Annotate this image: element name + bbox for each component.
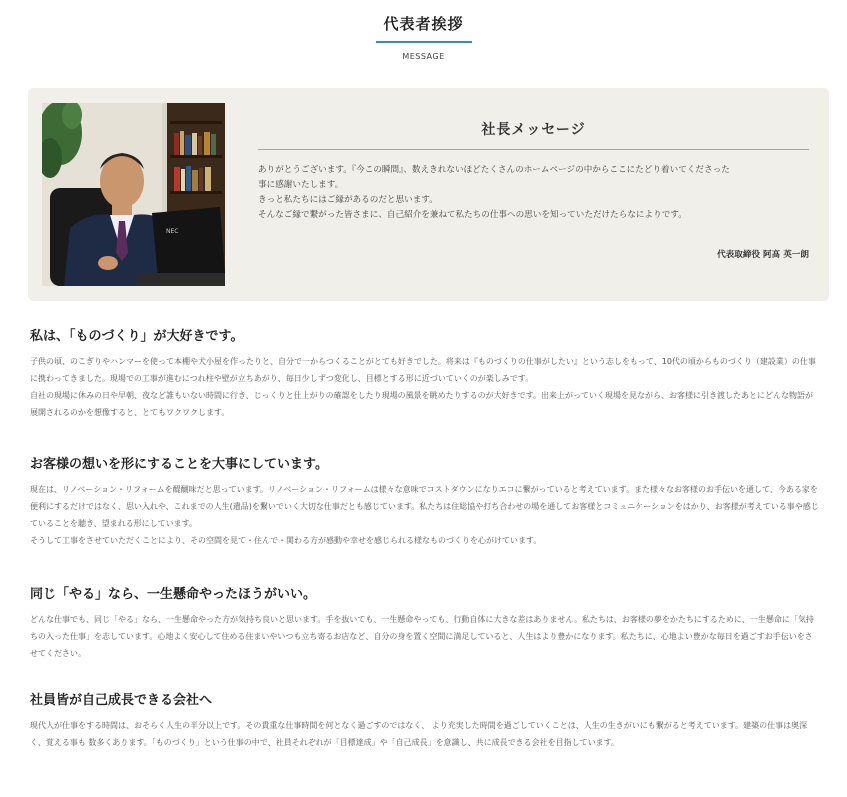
message-card	[28, 88, 829, 301]
signature: 代表取締役 阿髙 英一朗	[717, 250, 809, 260]
section-text: 現代人が仕事をする時間は、おそらく人生の半分以上です。その貴重な仕事時間を何となく過ごすのではなく、 より充実した時間を過ごしていくことは、人生の生きがいにも繋がると考えています。建築の仕事は奥深く、覚える事も 数多くあります。「ものづくり」という仕事の中で、社員それぞれが「目標達成」や「自己成長」を意識し、共に成長できる会社を目指しています。	[30, 721, 808, 747]
page-subtitle: MESSAGE	[402, 52, 445, 61]
title-underline	[376, 41, 472, 43]
section-title: お客様の想いを形にすることを大事にしています。	[30, 457, 328, 472]
section-text: 子供の頃、のこぎりやハンマーを使って本棚や犬小屋を作ったりと、自分で一からつくることがとても好きでした。将来は『ものづくりの仕事がしたい』という志しをもって、10代の頃からものづくり（建設業）の仕事に携わってきました。現場での工事が進むにつれ柱や壁が立ちあがり、毎日少しずつ変化し、目標とする形に近づいていくのが楽しみです。 自社の現場に休みの日や早朝、夜など誰もいない時間に行き、じっくりと仕上がりの確認をしたり現場の風景を眺めたりするのが大好きです。出来上がっていく現場を見ながら、お客様に引き渡したあとにどんな物語が展開されるのかを想像すると、とてもワクワクします。	[30, 357, 816, 417]
message-line: ありがとうございます。『今この瞬間』、数えきれないほどたくさんのホームページの中からここにたどり着いてくださった	[258, 165, 730, 175]
card-divider	[258, 149, 809, 150]
president-photo-image	[42, 103, 225, 286]
section-title: 同じ「やる」なら、一生懸命やったほうがいい。	[30, 587, 317, 602]
section-title: 私は、「ものづくり」が大好きです。	[30, 329, 244, 344]
president-photo	[42, 103, 225, 286]
message-line: 事に感謝いたします。	[258, 180, 344, 190]
section-effort	[30, 586, 820, 692]
message-line: きっと私たちにはご縁があるのだと思います。	[258, 195, 438, 205]
section-monozukuri	[30, 328, 820, 456]
card-title: 社長メッセージ	[481, 122, 586, 138]
message-body	[258, 163, 818, 223]
message-line: そんなご縁で繋がった皆さまに、自己紹介を兼ねて私たちの仕事への思いを知っていただけたらなによりです。	[258, 210, 687, 220]
section-customer	[30, 456, 820, 586]
section-title: 社員皆が自己成長できる会社へ	[30, 693, 213, 708]
message-sections	[30, 328, 820, 751]
section-text: 現在は、リノベーション・リフォームを醍醐味だと思っています。リノベーション・リフォームは様々な意味でコストダウンになりエコに繋がっていると考えています。また様々なお客様のお手伝いを通して、今ある家を便利にするだけではなく、思い入れや、これまでの人生(遺品)を繋いでいく大切な仕事だとも感じています。私たちは住総協や打ち合わせの場を通してお客様とコミュニケーションをはかり、お客様が考えている事や感じていることを聴き、望まれる形にしています。 そうして工事をさせていただくことにより、その空間を見て・住んで・関わる方が感動や幸せを感じられる様なものづくりを心がけています。	[30, 485, 819, 545]
section-growth	[30, 692, 820, 751]
page-header	[0, 0, 847, 61]
page-title: 代表者挨拶	[383, 15, 464, 33]
svg-text:NEC: NEC	[166, 228, 179, 235]
section-text: どんな仕事でも、同じ「やる」なら、一生懸命やった方が気持ち良いと思います。手を抜いても、一生懸命やっても、行動自体に大きな差はありません。私たちは、お客様の夢をかたちにするために、一生懸命に「気持ちの入った仕事」を志しています。心地よく安心して住める住まいやいつも立ち寄るお店など、自分の身を置く空間に満足していると、人生はより豊かになります。私たちに、心地よい豊かな毎日を過ごすお手伝いをさせてください。	[30, 615, 814, 658]
